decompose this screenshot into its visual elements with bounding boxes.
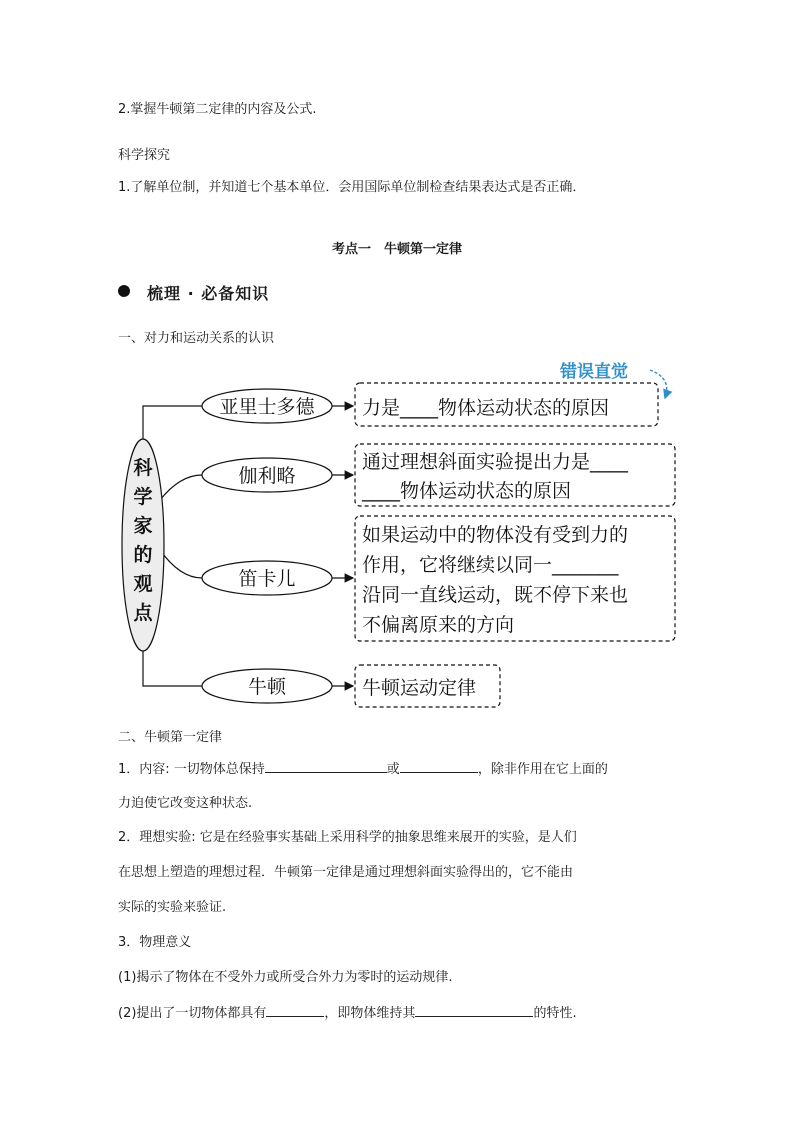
connector-aristotle — [143, 406, 202, 440]
central-char: 的 — [133, 544, 153, 566]
central-char: 科 — [133, 457, 153, 479]
blank-2 — [400, 760, 478, 773]
meaning-line-1: (1)揭示了物体在不受外力或所受合外力为零时的运动规律. — [118, 970, 453, 985]
view-text-galileo: 通过理想斜面实验提出力是____ — [362, 451, 629, 473]
view-text-galileo: ____物体运动状态的原因 — [362, 480, 572, 502]
view-text-descartes: 沿同一直线运动，既不停下来也 — [362, 584, 629, 606]
content-line-2: 力迫使它改变这种状态. — [118, 796, 253, 811]
content-line — [118, 760, 608, 779]
connector-galileo — [160, 475, 202, 500]
meaning-line-2 — [118, 1004, 577, 1023]
central-char: 家 — [133, 515, 153, 537]
blank-1 — [265, 760, 387, 773]
ideal-line-2: 在思想上塑造的理想过程．牛顿第一定律是通过理想斜面实验得出的，它不能由 — [118, 865, 574, 880]
connector-descartes — [160, 550, 202, 578]
meaning-2b: ，即物体维持其 — [324, 1006, 416, 1021]
topic-title: 考点一 牛顿第一定律 — [331, 242, 462, 257]
view-text-descartes: 如果运动中的物体没有受到力的 — [362, 524, 629, 546]
central-char: 学 — [133, 486, 153, 508]
view-text-newton: 牛顿运动定律 — [362, 677, 477, 699]
objective-line-2: 1.了解单位制，并知道七个基本单位．会用国际单位制检查结果表达式是否正确． — [118, 180, 586, 195]
central-char: 观 — [133, 573, 153, 595]
content-b: 或 — [386, 762, 400, 777]
meaning-2a: (2)提出了一切物体都具有 — [118, 1006, 267, 1021]
view-text-descartes: 不偏离原来的方向 — [362, 614, 515, 636]
scientist-name-galileo: 伽利略 — [238, 465, 296, 487]
view-text-aristotle: 力是____物体运动状态的原因 — [362, 397, 610, 419]
content-a: 1．内容: 一切物体总保持 — [118, 762, 265, 777]
central-char: 点 — [133, 602, 153, 624]
ideal-line-3: 实际的实验来验证. — [118, 900, 227, 915]
blank-4 — [415, 1004, 533, 1017]
content-c: ，除非作用在它上面的 — [477, 762, 608, 777]
scientist-name-descartes: 笛卡儿 — [238, 568, 296, 590]
part2-heading: 二、牛顿第一定律 — [118, 730, 223, 745]
scientist-name-aristotle: 亚里士多德 — [219, 396, 315, 418]
view-text-descartes: 作用，它将继续以同一_______ — [362, 554, 619, 576]
error-tag: 错误直觉 — [560, 362, 628, 382]
blank-3 — [266, 1004, 324, 1017]
objective-heading: 科学探究 — [118, 148, 171, 163]
scientist-name-newton: 牛顿 — [247, 676, 287, 698]
meaning-heading: 3．物理意义 — [118, 935, 192, 950]
part1-heading: 一、对力和运动关系的认识 — [118, 331, 275, 346]
ideal-line-1: 2．理想实验: 它是在经验事实基础上采用科学的抽象思维来展开的实验，是人们 — [118, 830, 577, 845]
objective-line-1: 2.掌握牛顿第二定律的内容及公式. — [118, 102, 317, 117]
section-heading: 梳理 · 必备知识 — [147, 284, 270, 303]
connector-newton — [143, 650, 202, 686]
meaning-2c: 的特性. — [533, 1006, 577, 1021]
